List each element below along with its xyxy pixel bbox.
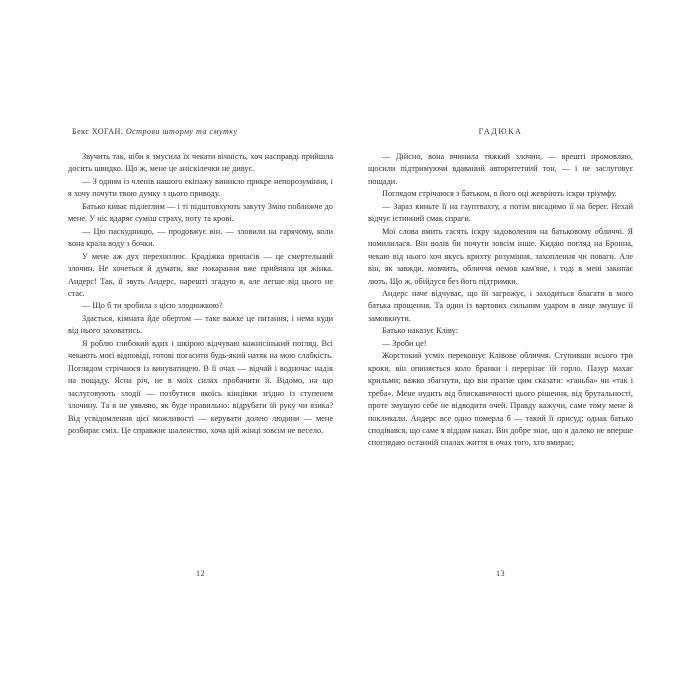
page-number-left: 12	[196, 569, 205, 578]
paragraph: Поглядом стрічаюся з батьком, в його оці жевріють іскри тріумфу.	[382, 189, 617, 199]
left-page-text-block	[68, 126, 333, 556]
paragraph: — Дійсно, вона вчинила тяжкий злочин, — врешті промовляю, щосили підтримуючи вдаваний авторитетний тон, — і не заслуговує пощади.	[368, 152, 633, 186]
paragraph: — Зараз киньте її на гауптвахту, а потім висадимо її на берег. Нехай відчує істинний смак спраги.	[368, 201, 633, 224]
paragraph: У мене аж дух перехоплює. Крадіжка припасів — це смертельний злочин. Не хочеться й думати, яке покарання вже прийняла ця жінка. Андерс! Так, її звуть Андерс, нарешті згадую я, але легше від цього не стає.	[68, 251, 333, 298]
right-page	[350, 0, 700, 700]
paragraph: Мої слова вмить гасять іскру задоволення на батьковому обличчі. Я помилилася. Він волів би почути зовсім інше. Кидаю погляд на Бронна, чекаю від нього хоч якусь крихту розуміння, захоплення чи поваги. Але він, як завжди, мовчить, обличчя немов кам'яне, і тоді в мені закипає лють. Що ж, обійдуся без його підтримки.	[368, 226, 633, 286]
paragraph: — Що б ти зробила з цією злодюжкою?	[82, 301, 223, 311]
paragraph: Жорстокий усміх перекошує Клівове обличчя. Ступивши всього три кроки, він опиняється коло бранки і перерізає їй горло. Пазур махає крильми; важко збагнути, що він прагне цим сказати: «ганьба» чи «так і треба». Мене нудить від блискавичності цього рішення, від брутальності, проте змушую себе не відводити очей. Правду кажучи, саме тому мене й покликали. Андерс все одно померла б — такий її присуд; однак батько сподівався, що саме я віддам наказ. Він добре знає, що я далеко не вперше споглядаю останній спалах життя в очах того, хто вмирає;	[368, 351, 633, 448]
right-page-text-block	[368, 126, 633, 556]
paragraph: Здається, кімната йде обертом — таке важке це питання, і нема куди від нього заховатись.	[68, 313, 333, 336]
running-head-title: Острови шторму та смутку	[125, 127, 238, 136]
paragraph: — Цю паскудницю, — продовжує він. — зловили на гарячому, коли вона крала воду з бочки.	[68, 226, 333, 249]
paragraph: — З одним із членів нашого екіпажу виникло прикре непорозуміння, і я хочу почути твою думку з цього приводу.	[68, 176, 333, 199]
running-head-right	[368, 126, 633, 138]
running-head-author: Бекс ХОГАН.	[72, 127, 124, 136]
right-page-body	[368, 151, 633, 450]
paragraph: Я роблю глибокий вдих і шкірою відчуваю кожнісінький погляд. Всі чекають моєї відповіді, готові погасити будь-який натяк на мою слабкість. Поглядом стрічаюся із винуватицею. В її очах — відчай і водночас надія на пощаду. Ясна річ, не в моїх силах пробачити її. Відомо, на що заслуговують злодії — позбутися якоїсь кінцівки згідно із ступенем злочину. Та я не уявляю, як буде правильно: відрубати їй руку чи язика? Від усвідомлення цієї можливості — керувати долею людини — мене розбирає сміх. Це справжнє шаленство, хоча цій жінці зовсім не весело.	[68, 338, 333, 435]
paragraph: Батько киває підлеглим — і ті підштовхують закуту Змію поближче до мене. У ніс вдаряє суміш страху, поту та крові.	[68, 201, 333, 224]
paragraph: — Зроби це!	[382, 338, 427, 348]
paragraph: Звучить так, ніби я змусила їх чекати вічність, хоч насправді прийшла досить швидко. Що ж, мене це аніскілечки не дивує.	[68, 152, 333, 174]
page-number-right: 13	[496, 569, 505, 578]
running-head-chapter-title: ГАДЮКА	[478, 127, 523, 136]
running-head-left	[68, 126, 333, 138]
left-page-body	[68, 151, 333, 437]
paragraph: Андерс наче відчуває, що їй загрожує, і заходиться благати в мого батька прощення. Та один із вартових сильним ударом в лице змушує її замовкнути.	[368, 288, 633, 323]
paragraph: Батько наказує Кліву:	[382, 326, 459, 336]
